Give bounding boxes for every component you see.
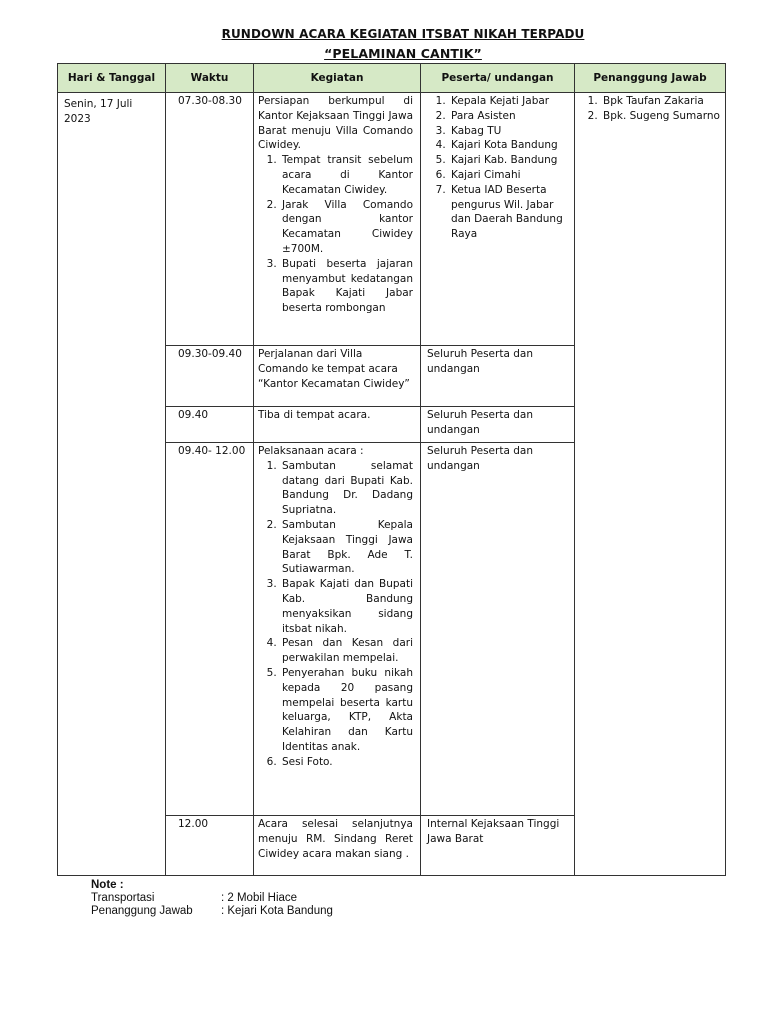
list-item: 7. Ketua IAD Beserta pengurus Wil. Jabar dan Daerah Bandung Raya [449,183,572,242]
table-row [58,93,726,346]
list-item: 2. Bpk. Sugeng Sumarno [601,109,723,124]
time-cell: 07.30-08.30 [166,93,254,346]
notes-section [91,879,333,918]
time-cell: 09.40 [166,407,254,443]
note-value: : 2 Mobil Hiace [221,892,298,904]
list-item: 6. Kajari Cimahi [449,168,572,183]
column-header-time: Waktu [166,64,254,93]
list-item: 3. Bapak Kajati dan Bupati Kab. Bandung menyaksikan sidang itsbat nikah. [280,577,413,636]
table-header-row [58,64,726,93]
list-item: 5. Penyerahan buku nikah kepada 20 pasang mempelai beserta kartu keluarga, KTP, Akta Kelahiran dan Kartu Identitas anak. [280,666,413,755]
activity-cell [254,443,421,816]
list-item: 5. Kajari Kab. Bandung [449,153,572,168]
list-item: 1. Sambutan selamat datang dari Bupati Kab. Bandung Dr. Dadang Supriatna. [280,459,413,518]
list-item: 3. Bupati beserta jajaran menyambut kedatangan Bapak Kajati Jabar beserta rombongan [280,257,413,316]
participants-list [427,94,572,242]
list-item: 4. Kajari Kota Bandung [449,138,572,153]
list-item: 6. Sesi Foto. [280,755,413,770]
note-label: Transportasi [91,892,155,904]
list-item: 2. Para Asisten [449,109,572,124]
note-row [91,892,333,905]
column-header-participants: Peserta/ undangan [421,64,575,93]
document-title: RUNDOWN ACARA KEGIATAN ITSBAT NIKAH TERPADU [221,27,585,41]
rundown-table [57,63,726,876]
note-row [91,905,333,918]
document-subtitle: “PELAMINAN CANTIK” [324,46,482,61]
participants-cell: Seluruh Peserta dan undangan [421,407,575,443]
note-value: : Kejari Kota Bandung [221,905,333,917]
list-item: 2. Jarak Villa Comando dengan kantor Kecamatan Ciwidey ±700M. [280,198,413,257]
activity-cell: Perjalanan dari Villa Comando ke tempat acara “Kantor Kecamatan Ciwidey” [254,346,421,407]
column-header-activity: Kegiatan [254,64,421,93]
responsible-cell [575,93,726,876]
column-header-responsible: Penanggung Jawab [575,64,726,93]
activity-cell: Tiba di tempat acara. [254,407,421,443]
activity-cell: Acara selesai selanjutnya menuju RM. Sindang Reret Ciwidey acara makan siang . [254,816,421,876]
date-cell: Senin, 17 Juli 2023 [58,93,166,876]
list-item: 1. Tempat transit sebelum acara di Kantor Kecamatan Ciwidey. [280,153,413,197]
activity-intro: Pelaksanaan acara : [258,445,364,457]
participants-cell [421,93,575,346]
list-item: 1. Kepala Kejati Jabar [449,94,572,109]
activity-list [258,459,413,770]
list-item: 3. Kabag TU [449,124,572,139]
list-item: 1. Bpk Taufan Zakaria [601,94,723,109]
list-item: 2. Sambutan Kepala Kejaksaan Tinggi Jawa Barat Bpk. Ade T. Sutiawarman. [280,518,413,577]
time-cell: 09.40- 12.00 [166,443,254,816]
time-cell: 12.00 [166,816,254,876]
activity-list [258,153,413,316]
notes-title: Note : [91,879,124,891]
note-label: Penanggung Jawab [91,905,193,917]
participants-cell: Seluruh Peserta dan undangan [421,443,575,816]
time-cell: 09.30-09.40 [166,346,254,407]
activity-cell [254,93,421,346]
list-item: 4. Pesan dan Kesan dari perwakilan mempelai. [280,636,413,666]
activity-intro: Persiapan berkumpul di Kantor Kejaksaan Tinggi Jawa Barat menuju Villa Comando Ciwidey. [258,95,413,152]
participants-cell: Internal Kejaksaan Tinggi Jawa Barat [421,816,575,876]
participants-cell: Seluruh Peserta dan undangan [421,346,575,407]
responsible-list [579,94,723,124]
column-header-date: Hari & Tanggal [58,64,166,93]
